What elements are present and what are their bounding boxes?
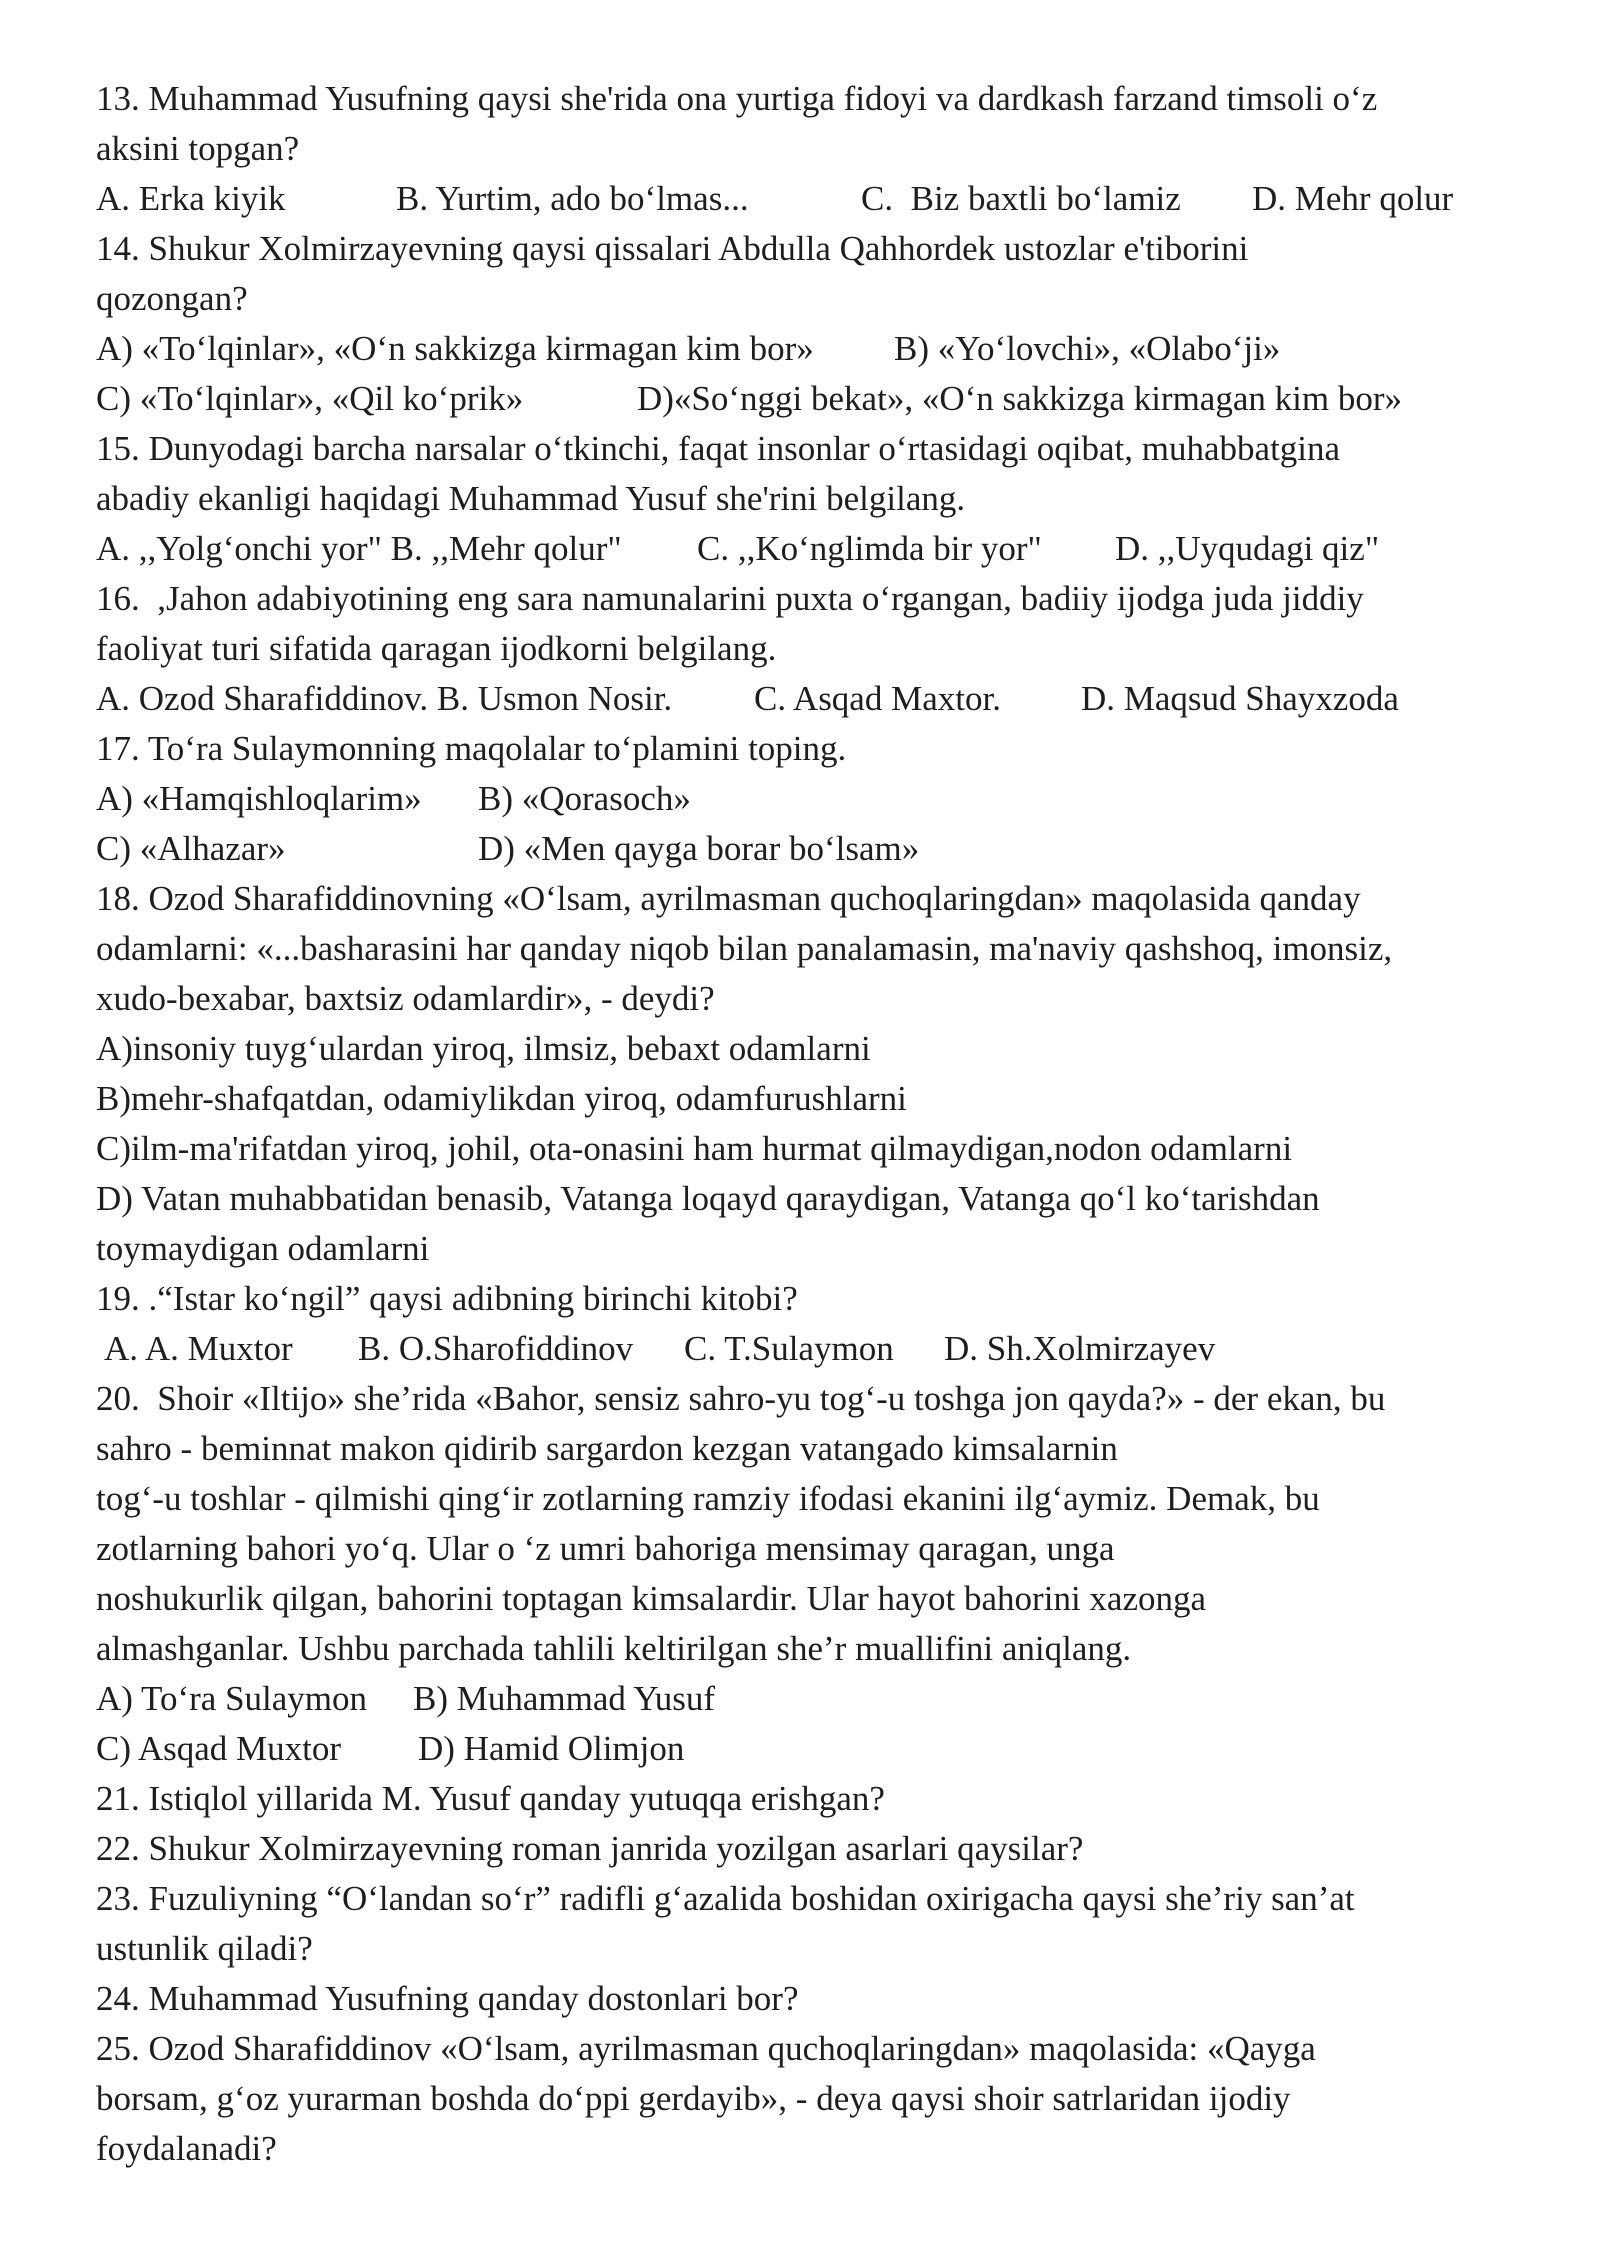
question-20-options-ab bbox=[96, 1674, 1536, 1724]
option-a: A) To‘ra Sulaymon bbox=[96, 1679, 368, 1718]
option-d: D) «Men qayga borar bo‘lsam» bbox=[478, 829, 920, 868]
question-20-options-cd bbox=[96, 1724, 1536, 1774]
option-c: C. Asqad Maxtor. bbox=[754, 679, 1001, 718]
option-b: B) Muhammad Yusuf bbox=[413, 1679, 716, 1718]
question-16-options bbox=[96, 674, 1536, 724]
question-18-text: 18. Ozod Sharafiddinovning «O‘lsam, ayrilmasman quchoqlaringdan» maqolasida qanday bbox=[96, 879, 1361, 918]
option-a: A) «Hamqishloqlarim» bbox=[96, 779, 422, 818]
option-c: C) Asqad Muxtor bbox=[96, 1729, 341, 1768]
option-c: C. ,,Ko‘nglimda bir yor" bbox=[697, 529, 1042, 568]
question-20-text-cont: noshukurlik qilgan, bahorini toptagan kimsalardir. Ular hayot bahorini xazonga bbox=[96, 1579, 1207, 1618]
question-18-text-cont: odamlarni: «...basharasini har qanday niqob bilan panalamasin, ma'naviy qashshoq, imonsiz, bbox=[96, 929, 1393, 968]
option-a: A) «To‘lqinlar», «O‘n sakkizga kirmagan kim bor» bbox=[96, 329, 814, 368]
option-c: C. Biz baxtli bo‘lamiz bbox=[861, 179, 1181, 218]
option-d-cont: toymaydigan odamlarni bbox=[96, 1229, 430, 1268]
question-20-text-cont: zotlarning bahori yo‘q. Ular o ‘z umri bahoriga mensimay qaragan, unga bbox=[96, 1529, 1115, 1568]
question-13-options bbox=[96, 174, 1536, 224]
question-20-text: 20. Shoir «Iltijo» she’rida «Bahor, sensiz sahro-yu tog‘-u toshga jon qayda?» - der ekan, bu bbox=[96, 1379, 1386, 1418]
option-d: D) Hamid Olimjon bbox=[418, 1729, 685, 1768]
option-d: D. Mehr qolur bbox=[1252, 179, 1454, 218]
question-17-text: 17. To‘ra Sulaymonning maqolalar to‘plamini toping. bbox=[96, 729, 847, 768]
question-14-text-cont: qozongan? bbox=[96, 279, 248, 318]
question-24-text: 24. Muhammad Yusufning qanday dostonlari bor? bbox=[96, 1979, 799, 2018]
option-c: C) «To‘lqinlar», «Qil ko‘prik» bbox=[96, 379, 524, 418]
question-18-text-cont: xudo-bexabar, baxtsiz odamlardir», - deydi? bbox=[96, 979, 715, 1018]
option-d: D. ,,Uyqudagi qiz" bbox=[1115, 529, 1380, 568]
option-b: B)mehr-shafqatdan, odamiylikdan yiroq, odamfurushlarni bbox=[96, 1079, 907, 1118]
option-c: C. T.Sulaymon bbox=[684, 1329, 894, 1368]
question-21-text: 21. Istiqlol yillarida M. Yusuf qanday yutuqqa erishgan? bbox=[96, 1779, 885, 1818]
question-25-text-cont: borsam, g‘oz yurarman boshda do‘ppi gerdayib», - deya qaysi shoir satrlaridan ijodiy bbox=[96, 2079, 1291, 2118]
question-16-text: 16. ,Jahon adabiyotining eng sara namunalarini puxta o‘rgangan, badiiy ijodga juda jiddiy bbox=[96, 579, 1364, 618]
option-d: D. Sh.Xolmirzayev bbox=[944, 1329, 1216, 1368]
option-d: D)«So‘nggi bekat», «O‘n sakkizga kirmagan kim bor» bbox=[637, 379, 1402, 418]
question-14-text: 14. Shukur Xolmirzayevning qaysi qissalari Abdulla Qahhordek ustozlar e'tiborini bbox=[96, 229, 1249, 268]
question-14-options-cd bbox=[96, 374, 1536, 424]
question-19-text: 19. .“Istar ko‘ngil” qaysi adibning birinchi kitobi? bbox=[96, 1279, 798, 1318]
option-c: C) «Alhazar» bbox=[96, 829, 286, 868]
option-c: C)ilm-ma'rifatdan yiroq, johil, ota-onasini ham hurmat qilmaydigan,nodon odamlarni bbox=[96, 1129, 1293, 1168]
question-13-text: 13. Muhammad Yusufning qaysi she'rida ona yurtiga fidoyi va dardkash farzand timsoli o‘z bbox=[96, 79, 1378, 118]
question-25-text-cont: foydalanadi? bbox=[96, 2129, 277, 2168]
option-b: B. O.Sharofiddinov bbox=[358, 1329, 634, 1368]
question-15-text-cont: abadiy ekanligi haqidagi Muhammad Yusuf she'rini belgilang. bbox=[96, 479, 966, 518]
question-19-options bbox=[96, 1324, 1536, 1374]
option-d: D. Maqsud Shayxzoda bbox=[1081, 679, 1399, 718]
question-25-text: 25. Ozod Sharafiddinov «O‘lsam, ayrilmasman quchoqlaringdan» maqolasida: «Qayga bbox=[96, 2029, 1316, 2068]
option-a-b: A. ,,Yolg‘onchi yor" B. ,,Mehr qolur" bbox=[96, 529, 622, 568]
option-a: A. A. Muxtor bbox=[104, 1329, 293, 1368]
question-15-options bbox=[96, 524, 1536, 574]
option-b: B) «Yo‘lovchi», «Olabo‘ji» bbox=[894, 329, 1281, 368]
option-d: D) Vatan muhabbatidan benasib, Vatanga loqayd qaraydigan, Vatanga qo‘l ko‘tarishdan bbox=[96, 1179, 1320, 1218]
question-23-text-cont: ustunlik qiladi? bbox=[96, 1929, 313, 1968]
question-17-options-ab bbox=[96, 774, 1536, 824]
option-a: A. Erka kiyik bbox=[96, 179, 286, 218]
question-17-options-cd bbox=[96, 824, 1536, 874]
option-a-b: A. Ozod Sharafiddinov. B. Usmon Nosir. bbox=[96, 679, 673, 718]
question-20-text-cont: sahro - beminnat makon qidirib sargardon kezgan vatangado kimsalarnin bbox=[96, 1429, 1118, 1468]
question-22-text: 22. Shukur Xolmirzayevning roman janrida yozilgan asarlari qaysilar? bbox=[96, 1829, 1084, 1868]
option-b: B. Yurtim, ado bo‘lmas... bbox=[396, 179, 749, 218]
question-23-text: 23. Fuzuliyning “O‘landan so‘r” radifli g‘azalida boshidan oxirigacha qaysi she’riy san’at bbox=[96, 1879, 1355, 1918]
question-13-text-cont: aksini topgan? bbox=[96, 129, 300, 168]
question-16-text-cont: faoliyat turi sifatida qaragan ijodkorni belgilang. bbox=[96, 629, 777, 668]
question-20-text-cont: tog‘-u toshlar - qilmishi qing‘ir zotlarning ramziy ifodasi ekanini ilg‘aymiz. Demak, bu bbox=[96, 1479, 1320, 1518]
question-14-options-ab bbox=[96, 324, 1536, 374]
option-a: A)insoniy tuyg‘ulardan yiroq, ilmsiz, bebaxt odamlarni bbox=[96, 1029, 871, 1068]
question-15-text: 15. Dunyodagi barcha narsalar o‘tkinchi, faqat insonlar o‘rtasidagi oqibat, muhabbatgina bbox=[96, 429, 1341, 468]
question-20-text-cont: almashganlar. Ushbu parchada tahlili keltirilgan she’r muallifini aniqlang. bbox=[96, 1629, 1132, 1668]
option-b: B) «Qorasoch» bbox=[478, 779, 691, 818]
test-questions-document bbox=[96, 74, 1536, 2174]
